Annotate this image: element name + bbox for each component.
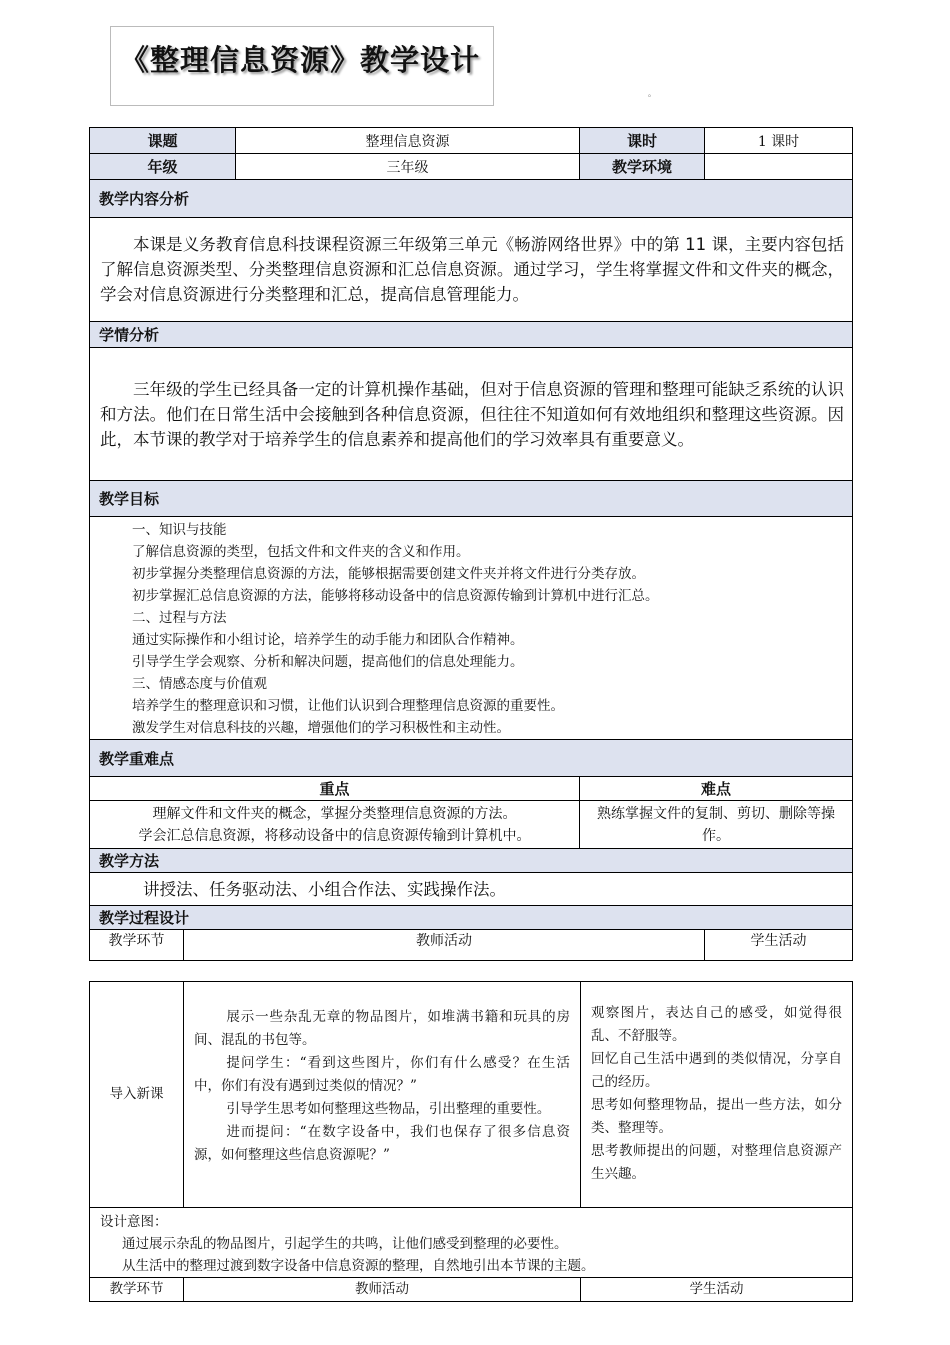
- env-value: [705, 154, 853, 180]
- footer-col-stage: 教学环节: [90, 1278, 184, 1302]
- intro-row: [90, 982, 853, 1208]
- student-activity-item: 观察图片，表达自己的感受，如觉得很乱、不舒服等。: [591, 1005, 842, 1044]
- objective-line: 初步掌握汇总信息资源的方法，能够将移动设备中的信息资源传输到计算机中进行汇总。: [132, 588, 659, 604]
- hours-value: 1 课时: [705, 128, 853, 154]
- process-col-teacher: 教师活动: [184, 930, 705, 961]
- intro-teacher-activity: [184, 982, 581, 1208]
- title-mark: 。: [648, 89, 656, 98]
- topic-value: 整理信息资源: [236, 128, 580, 154]
- process-heading: 教学过程设计: [90, 906, 853, 930]
- process-col-stage: 教学环节: [90, 930, 184, 961]
- objective-line: 初步掌握分类整理信息资源的方法，能够根据需要创建文件夹并将文件进行分类存放。: [132, 566, 645, 582]
- methods-heading: 教学方法: [90, 849, 853, 873]
- process-col-student: 学生活动: [705, 930, 853, 961]
- objective-line: 通过实际操作和小组讨论，培养学生的动手能力和团队合作精神。: [132, 632, 524, 648]
- difficult-point-header: 难点: [580, 777, 853, 801]
- process-table: [89, 981, 853, 1302]
- design-intent: [90, 1208, 853, 1278]
- key-point-line: 学会汇总信息资源，将移动设备中的信息资源传输到计算机中。: [138, 827, 531, 844]
- key-point-header: 重点: [90, 777, 580, 801]
- content-analysis-heading: 教学内容分析: [90, 180, 853, 218]
- intro-student-activity: [581, 982, 853, 1208]
- objectives-list: [90, 517, 853, 740]
- student-analysis-heading: 学情分析: [90, 322, 853, 348]
- topic-label: 课题: [90, 128, 236, 154]
- key-point-text: [90, 801, 580, 849]
- student-analysis-text: 三年级的学生已经具备一定的计算机操作基础，但对于信息资源的管理和整理可能缺乏系统的认识和方法。他们在日常生活中会接触到各种信息资源，但往往不知道如何有效地组织和整理这些资源。因此，本节课的教学对于培养学生的信息素养和提高他们的学习效率具有重要意义。: [90, 348, 853, 481]
- design-intent-line: 从生活中的整理过渡到数字设备中信息资源的整理，自然地引出本节课的主题。: [122, 1258, 595, 1274]
- footer-col-teacher: 教师活动: [184, 1278, 581, 1302]
- objective-line: 一、知识与技能: [132, 522, 227, 538]
- key-points-heading: 教学重难点: [90, 740, 853, 777]
- objectives-heading: 教学目标: [90, 481, 853, 517]
- lesson-plan-table: [89, 127, 853, 961]
- content-analysis-text: 本课是义务教育信息科技课程资源三年级第三单元《畅游网络世界》中的第 11 课，主要内容包括了解信息资源类型、分类整理信息资源和汇总信息资源。通过学习，学生将掌握文件和文件夹的概念，学会对信息资源进行分类整理和汇总，提高信息管理能力。: [90, 218, 853, 322]
- student-activity-item: 思考教师提出的问题，对整理信息资源产生兴趣。: [591, 1143, 842, 1182]
- teacher-activity-item: 提问学生：“看到这些图片，你们有什么感受？在生活中，你们有没有遇到过类似的情况？”: [194, 1055, 570, 1094]
- design-intent-label: 设计意图：: [100, 1214, 168, 1230]
- key-point-line: 理解文件和文件夹的概念，掌握分类整理信息资源的方法。: [152, 805, 517, 822]
- teacher-activity-item: 引导学生思考如何整理这些物品，引出整理的重要性。: [226, 1101, 551, 1117]
- grade-value: 三年级: [236, 154, 580, 180]
- teacher-activity-item: 展示一些杂乱无章的物品图片，如堆满书籍和玩具的房间、混乱的书包等。: [194, 1009, 570, 1048]
- info-row-2: [90, 154, 853, 180]
- objective-line: 三、情感态度与价值观: [132, 676, 267, 692]
- objective-line: 引导学生学会观察、分析和解决问题，提高他们的信息处理能力。: [132, 654, 524, 670]
- student-activity-item: 思考如何整理物品，提出一些方法，如分类、整理等。: [591, 1097, 842, 1136]
- difficult-point-text: 熟练掌握文件的复制、剪切、删除等操作。: [580, 801, 853, 849]
- design-intent-line: 通过展示杂乱的物品图片，引起学生的共鸣，让他们感受到整理的必要性。: [122, 1236, 568, 1252]
- objective-line: 培养学生的整理意识和习惯，让他们认识到合理整理信息资源的重要性。: [132, 698, 564, 714]
- document-title: 《整理信息资源》教学设计: [120, 43, 481, 77]
- grade-label: 年级: [90, 154, 236, 180]
- objective-line: 了解信息资源的类型，包括文件和文件夹的含义和作用。: [132, 544, 470, 560]
- info-row-1: [90, 128, 853, 154]
- footer-col-student: 学生活动: [581, 1278, 853, 1302]
- methods-text: 讲授法、任务驱动法、小组合作法、实践操作法。: [90, 873, 853, 906]
- env-label: 教学环境: [580, 154, 705, 180]
- hours-label: 课时: [580, 128, 705, 154]
- student-activity-item: 回忆自己生活中遇到的类似情况，分享自己的经历。: [591, 1051, 842, 1090]
- objective-line: 激发学生对信息科技的兴趣，增强他们的学习积极性和主动性。: [132, 720, 510, 736]
- intro-stage: 导入新课: [90, 982, 184, 1208]
- objective-line: 二、过程与方法: [132, 610, 227, 626]
- teacher-activity-item: 进而提问：“在数字设备中，我们也保存了很多信息资源，如何整理这些信息资源呢？”: [194, 1124, 570, 1163]
